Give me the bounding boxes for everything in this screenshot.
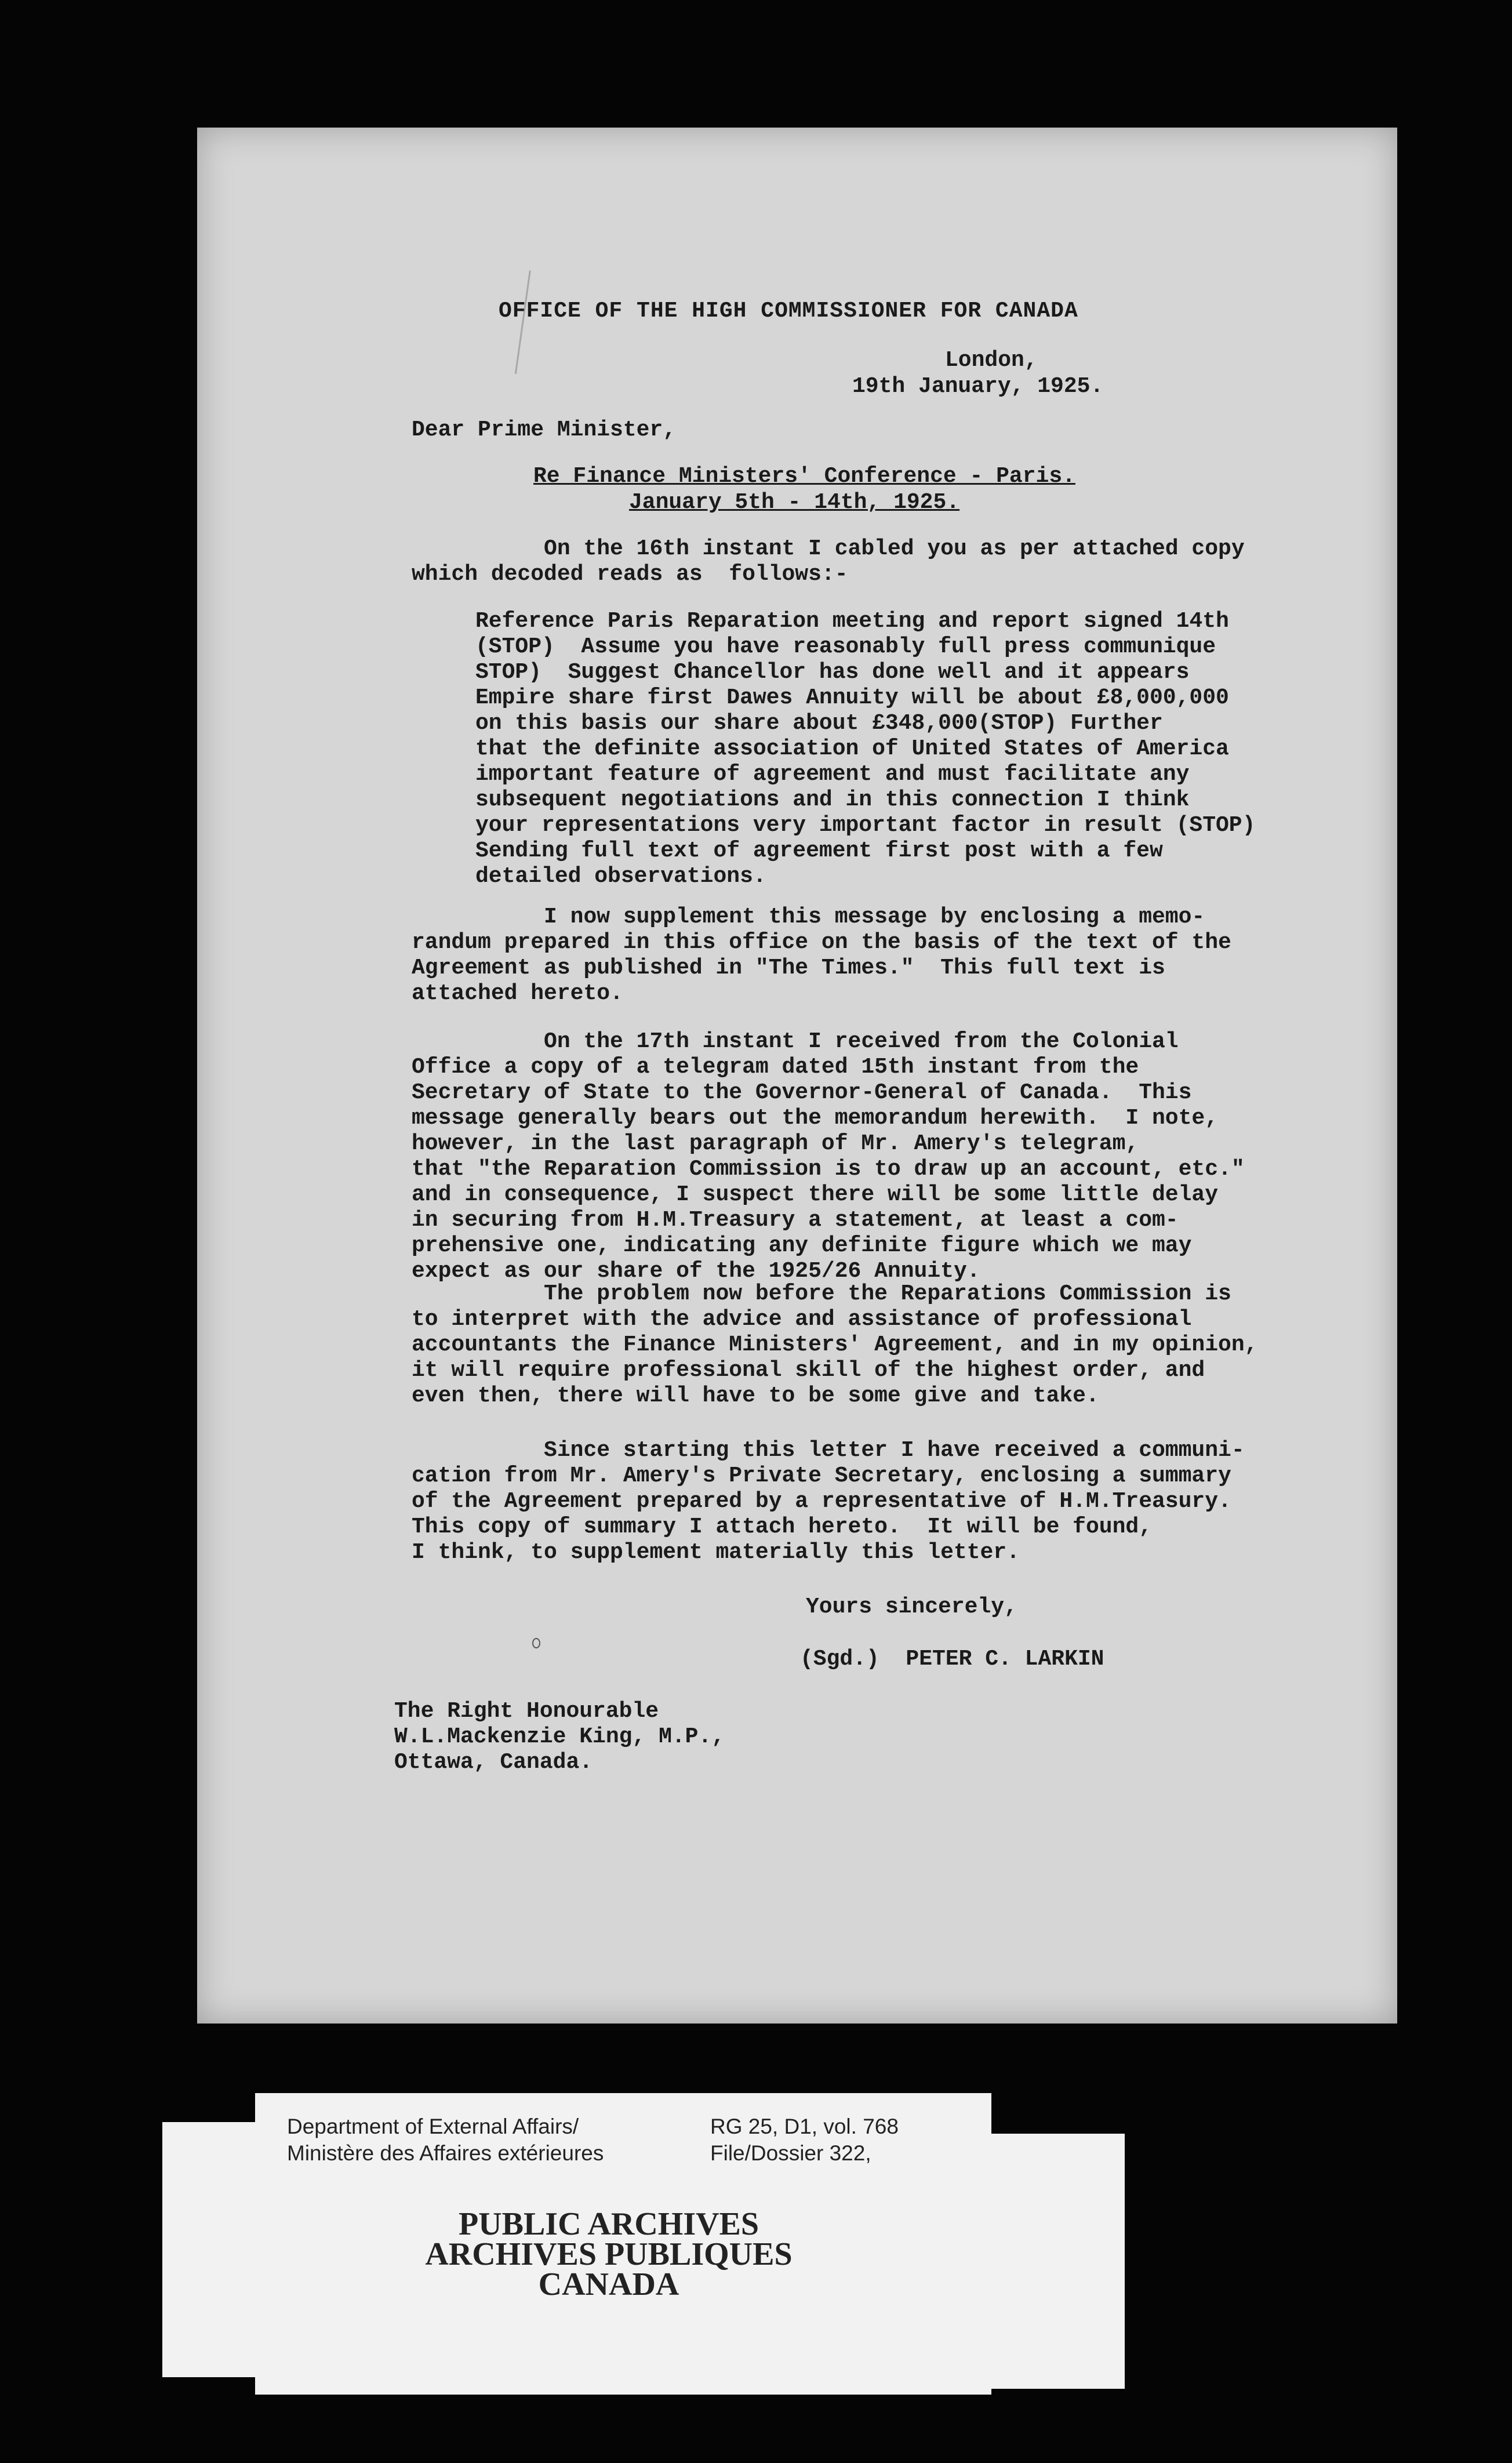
archive-label-left-tab xyxy=(162,2122,267,2377)
closing: Yours sincerely, xyxy=(806,1594,1017,1619)
paragraph-1: On the 16th instant I cabled you as per attached copy which decoded reads as follows:- xyxy=(412,536,1245,587)
addressee: The Right Honourable W.L.Mackenzie King, M.P., Ottawa, Canada. xyxy=(394,1699,725,1775)
signature: (Sgd.) PETER C. LARKIN xyxy=(800,1647,1104,1672)
archive-name: PUBLIC ARCHIVES ARCHIVES PUBLIQUES CANADA xyxy=(425,2206,793,2302)
salutation: Dear Prime Minister, xyxy=(412,417,677,442)
archive-reference: RG 25, D1, vol. 768 File/Dossier 322, xyxy=(710,2115,899,2165)
archive-department: Department of External Affairs/ Ministère des Affaires extérieures xyxy=(287,2115,604,2165)
paragraph-5: Since starting this letter I have received a communi- cation from Mr. Amery's Private Secretary, enclosing a summary of the Agreement prepared by a representative of H.M.Treasury. This copy of summary I attach hereto. It will be found, I think, to supplement materially this letter. xyxy=(412,1438,1245,1565)
paragraph-3: On the 17th instant I received from the Colonial Office a copy of a telegram dated 15th instant from the Secretary of State to the Governor-General of Canada. This message generally bears out the memorandum herewith. I note, however, in the last paragraph of Mr. Amery's telegram, that "the Reparation Commission is to draw up an account, etc." and in consequence, I suspect there will be some little delay in securing from H.M.Treasury a statement, at least a com- prehensive one, indicating any definite figure which we may expect as our share of the 1925/26 Annuity. xyxy=(412,1029,1245,1284)
letter-body xyxy=(197,128,1397,2024)
letter-place: London, xyxy=(945,348,1038,373)
paragraph-2: I now supplement this message by enclosing a memo- randum prepared in this office on the basis of the text of the Agreement as published in "The Times." This full text is attached hereto. xyxy=(412,904,1231,1006)
archive-label-right-tab xyxy=(986,2134,1125,2389)
subject-line-2: January 5th - 14th, 1925. xyxy=(629,490,960,515)
subject-line-1: Re Finance Ministers' Conference - Paris. xyxy=(533,464,1075,489)
pencil-mark xyxy=(532,1638,540,1648)
letter-date: 19th January, 1925. xyxy=(852,374,1104,399)
paragraph-4: The problem now before the Reparations Commission is to interpret with the advice and assistance of professional accountants the Finance Ministers' Agreement, and in my opinion, it will require professional skill of the highest order, and even then, there will have to be some give and take. xyxy=(412,1281,1258,1408)
letter-page xyxy=(197,128,1397,2024)
quoted-cable: Reference Paris Reparation meeting and report signed 14th (STOP) Assume you have reasonably full press communique STOP) Suggest Chancellor has done well and it appears Empire share first Dawes Annuity will be about £8,000,000 on this basis our share about £348,000(STOP) Further that the definite association of United States of America important feature of agreement and must facilitate any subsequent negotiations and in this connection I think your representations very important factor in result (STOP) Sending full text of agreement first post with a few detailed observations. xyxy=(475,609,1256,889)
letterhead: OFFICE OF THE HIGH COMMISSIONER FOR CANADA xyxy=(499,299,1078,324)
